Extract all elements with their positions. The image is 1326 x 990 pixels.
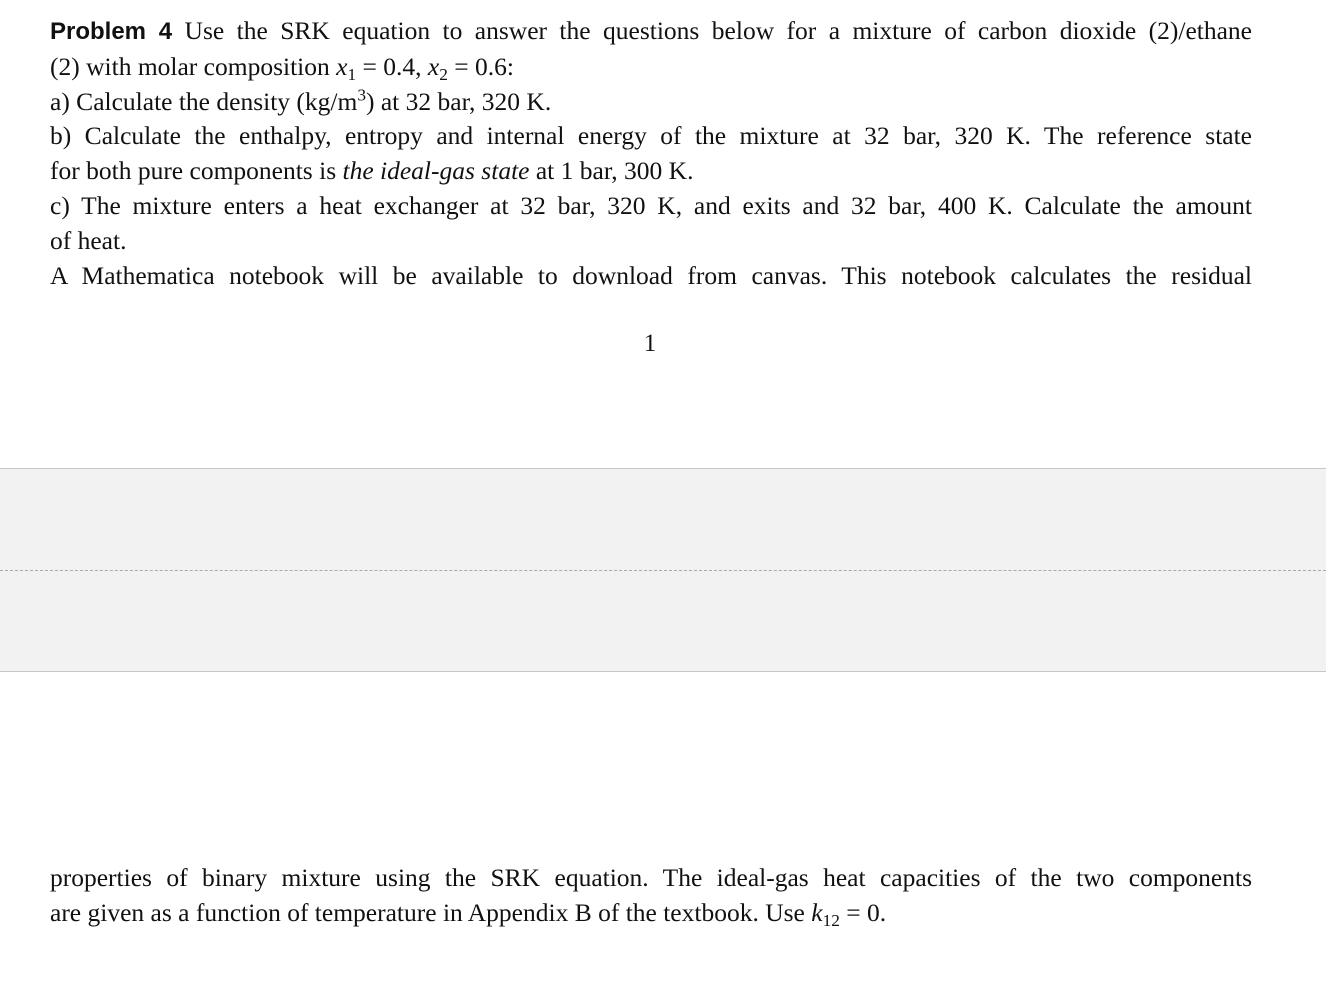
note-line-2: properties of binary mixture using the SRK equation. The ideal-gas heat capacities of the two components [50, 863, 1252, 892]
composition-text: (2) with molar composition [50, 51, 330, 81]
part-b-emphasis: the ideal-gas state [342, 156, 530, 186]
x1-value: = 0.4, [362, 51, 422, 81]
k-value: = 0. [846, 897, 887, 927]
x2-subscript: 2 [439, 64, 448, 84]
part-a-suffix: ) at 32 bar, 320 K. [366, 86, 552, 116]
problem-statement [50, 14, 1252, 293]
page-gap [0, 468, 1326, 672]
page-number: 1 [643, 330, 657, 357]
note-text: are given as a function of temperature in Appendix B of the textbook. Use [50, 897, 805, 927]
page-1 [0, 0, 1326, 468]
x1-symbol: x [336, 51, 348, 81]
note-line-1: A Mathematica notebook will be available to download from canvas. This notebook calculates the residual [50, 260, 1252, 290]
part-b-line-2 [50, 154, 1252, 189]
part-a-exponent: 3 [357, 85, 366, 105]
problem-intro: Use the SRK equation to answer the questions below for a mixture of carbon dioxide (2)/ethane [184, 16, 1252, 45]
part-a-text: a) Calculate the density (kg/m [50, 86, 358, 116]
k-subscript: 12 [822, 910, 840, 930]
x2-value: = 0.6: [454, 51, 514, 81]
part-b-suffix: at 1 bar, 300 K. [535, 156, 694, 186]
page-break-line [0, 570, 1326, 571]
problem-line-2 [50, 50, 1252, 85]
problem-line-1 [50, 14, 1252, 50]
part-b-text: for both pure components is [50, 156, 337, 186]
k-symbol: k [811, 897, 823, 927]
problem-heading: Problem 4 [50, 18, 173, 45]
note-line-3 [50, 896, 1252, 931]
part-c-line-2: of heat. [50, 225, 127, 255]
x2-symbol: x [427, 51, 440, 81]
part-a [50, 85, 1252, 120]
part-c-line-1: c) The mixture enters a heat exchanger at 32 bar, 320 K, and exits and 32 bar, 400 K. Calculate the amount [50, 190, 1252, 220]
x1-subscript: 1 [347, 64, 357, 84]
problem-continuation [50, 861, 1252, 931]
part-b-line-1: b) Calculate the enthalpy, entropy and internal energy of the mixture at 32 bar, 320 K. The reference state [50, 121, 1252, 151]
